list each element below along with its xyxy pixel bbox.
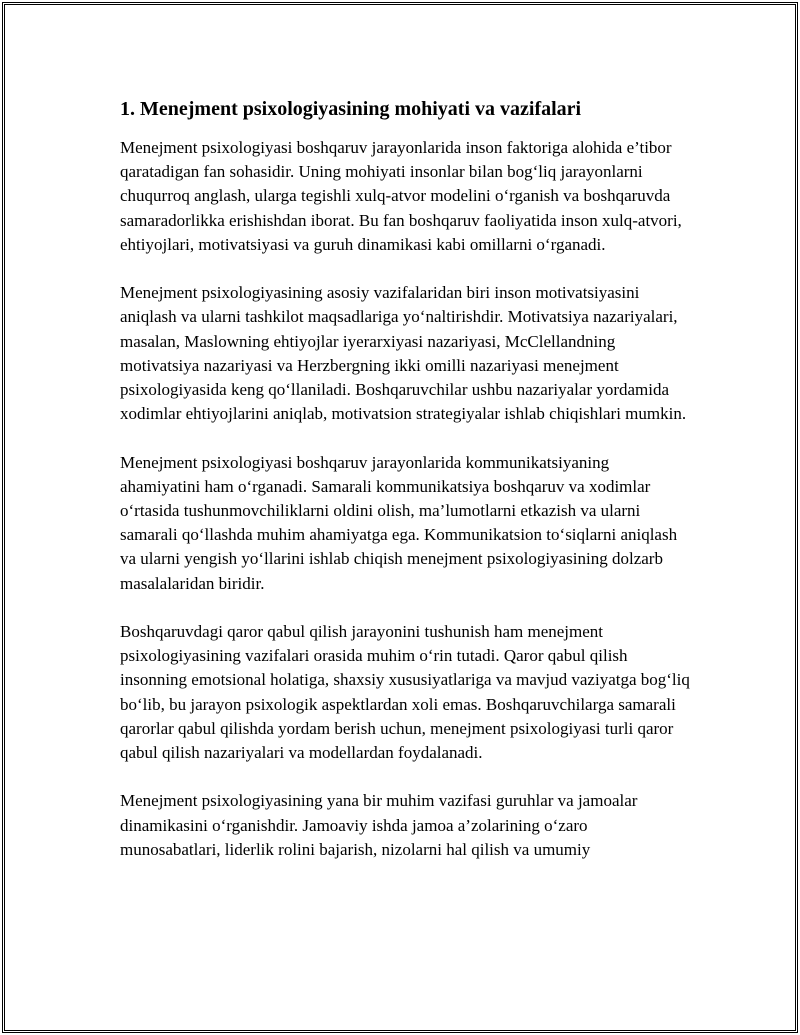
paragraph-communication: Menejment psixologiyasi boshqaruv jarayonlarida kommunikatsiyaning ahamiyatini ham o‘rganadi. Samarali kommunikatsiya boshqaruv va xodimlar o‘rtasida tushunmovchiliklarni oldini olish, ma’lumotlarni etkazish va ularni samarali qo‘llashda muhim ahamiyatga ega. Kommunikatsion to‘siqlarni aniqlash va ularni yengish yo‘llarini ishlab chiqish menejment psixologiyasining dolzarb masalalaridan biridir.: [120, 452, 678, 593]
paragraph-decision-making: Boshqaruvdagi qaror qabul qilish jarayonini tushunish ham menejment psixologiyasining vazifalari orasida muhim o‘rin tutadi. Qaror qabul qilish insonning emotsional holatiga, shaxsiy xususiyatlariga va mavjud vaziyatga bog‘liq bo‘lib, bu jarayon psixologik aspektlardan xoli emas. Boshqaruvchilarga samarali qarorlar qabul qilishda yordam berish uchun, menejment psixologiyasi turli qaror qabul qilish nazariyalari va modellardan foydalanadi.: [120, 622, 690, 763]
document-page: [2, 2, 798, 1033]
paragraph-essence: Menejment psixologiyasi boshqaruv jarayonlarida inson faktoriga alohida e’tibor qaratadigan fan sohasidir. Uning mohiyati insonlar bilan bog‘liq jarayonlarni chuqurroq anglash, ularga tegishli xulq-atvor modelini o‘rganish va boshqaruvda samaradorlikka erishishdan iborat. Bu fan boshqaruv faoliyatida inson xulq-atvori, ehtiyojlari, motivatsiyasi va guruh dinamikasi kabi omillarni o‘rganadi.: [120, 138, 682, 254]
paragraph-motivation: Menejment psixologiyasining asosiy vazifalaridan biri inson motivatsiyasini aniqlash va ularni tashkilot maqsadlariga yo‘naltirishdir. Motivatsiya nazariyalari, masalan, Maslowning ehtiyojlar iyerarxiyasi nazariyasi, McClellandning motivatsiya nazariyasi va Herzbergning ikki omilli nazariyasi menejment psixologiyasida keng qo‘llaniladi. Boshqaruvchilar ushbu nazariyalar yordamida xodimlar ehtiyojlarini aniqlab, motivatsion strategiyalar ishlab chiqishlari mumkin.: [120, 283, 687, 424]
document-body: [120, 96, 692, 886]
section-heading: 1. Menejment psixologiyasining mohiyati va vazifalari: [120, 98, 582, 120]
paragraph-group-dynamics: Menejment psixologiyasining yana bir muhim vazifasi guruhlar va jamoalar dinamikasini o‘rganishdir. Jamoaviy ishda jamoa a’zolarining o‘zaro munosabatlari, liderlik rolini bajarish, nizolarni hal qilish va umumiy: [120, 791, 638, 859]
